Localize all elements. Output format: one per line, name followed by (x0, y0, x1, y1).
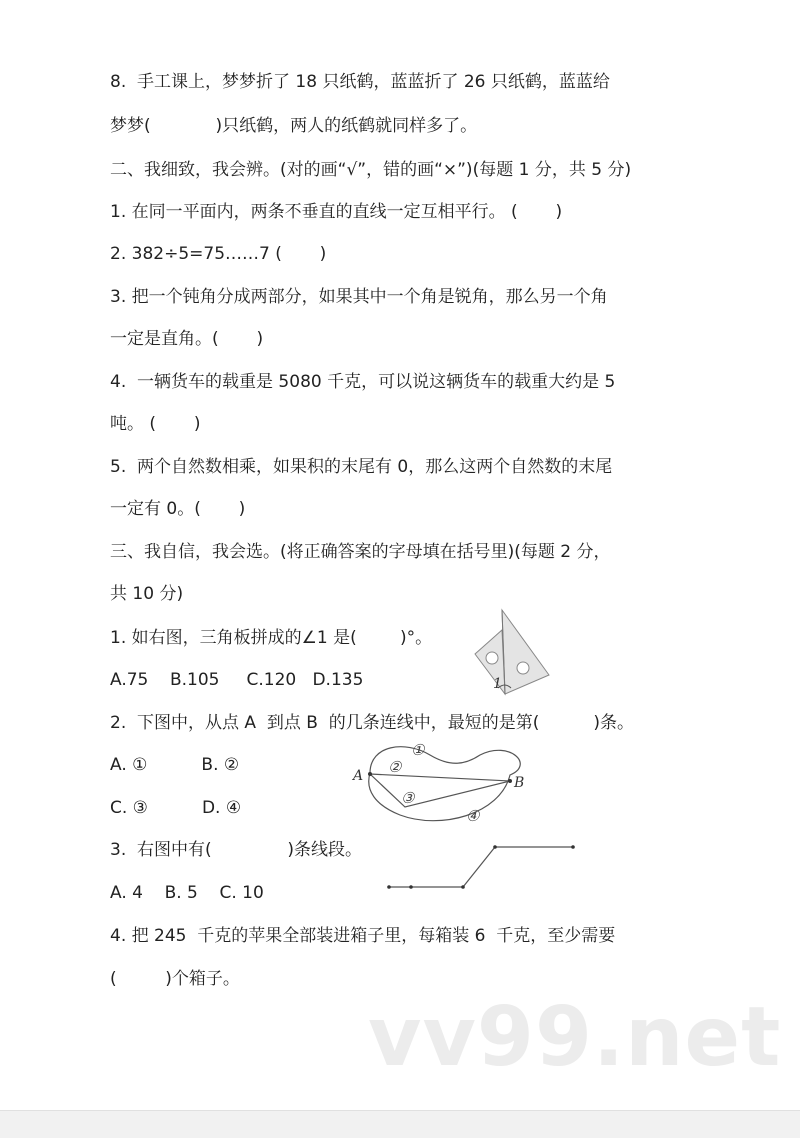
path-a-b-figure (350, 735, 530, 835)
text-line: 共 10 分) (110, 584, 184, 604)
page-bottom-bar (0, 1110, 800, 1138)
text-line: C. ③ D. ④ (110, 798, 242, 818)
text-line: 三、我自信，我会选。(将正确答案的字母填在括号里)(每题 2 分， (110, 542, 611, 562)
triangle-ruler-figure (465, 608, 557, 698)
text-line: 2. 382÷5=75……7 ( ) (110, 244, 327, 264)
text-line: A.75 B.105 C.120 D.135 (110, 670, 364, 690)
path-label-2: ② (388, 758, 402, 776)
text-line: 1. 在同一平面内，两条不垂直的直线一定互相平行。 ( ) (110, 202, 563, 222)
text-line: 5. 两个自然数相乘，如果积的末尾有 0，那么这两个自然数的末尾 (110, 457, 613, 477)
text-line: ( )个箱子。 (110, 969, 240, 989)
watermark: vv99.net (368, 990, 782, 1085)
path-label-1: ① (411, 741, 425, 759)
path-label-4: ④ (466, 807, 480, 825)
text-line: 二、我细致，我会辨。(对的画“√”，错的画“×”)(每题 1 分，共 5 分) (110, 160, 632, 180)
text-line: 8. 手工课上，梦梦折了 18 只纸鹤，蓝蓝折了 26 只纸鹤，蓝蓝给 (110, 72, 610, 92)
text-line: A. ① B. ② (110, 755, 240, 775)
text-line: A. 4 B. 5 C. 10 (110, 883, 264, 903)
text-line: 梦梦( )只纸鹤，两人的纸鹤就同样多了。 (110, 116, 478, 136)
text-line: 4. 把 245 千克的苹果全部装进箱子里，每箱装 6 千克，至少需要 (110, 926, 616, 946)
text-line: 2. 下图中，从点 A 到点 B 的几条连线中，最短的是第( )条。 (110, 713, 635, 733)
text-line: 一定是直角。( ) (110, 329, 264, 349)
text-line: 一定有 0。( ) (110, 499, 246, 519)
path-label-3: ③ (401, 789, 415, 807)
text-line: 4. 一辆货车的载重是 5080 千克，可以说这辆货车的载重大约是 5 (110, 372, 616, 392)
line-segments-figure (385, 840, 585, 895)
point-b-label: B (514, 775, 525, 791)
text-line: 3. 把一个钝角分成两部分，如果其中一个角是锐角，那么另一个角 (110, 287, 608, 307)
text-line: 1. 如右图，三角板拼成的∠1 是( )°。 (110, 628, 433, 648)
text-line: 吨。 ( ) (110, 414, 201, 434)
text-line: 3. 右图中有( )条线段。 (110, 840, 362, 860)
point-a-label: A (353, 768, 364, 784)
angle-label: 1 (493, 676, 502, 692)
